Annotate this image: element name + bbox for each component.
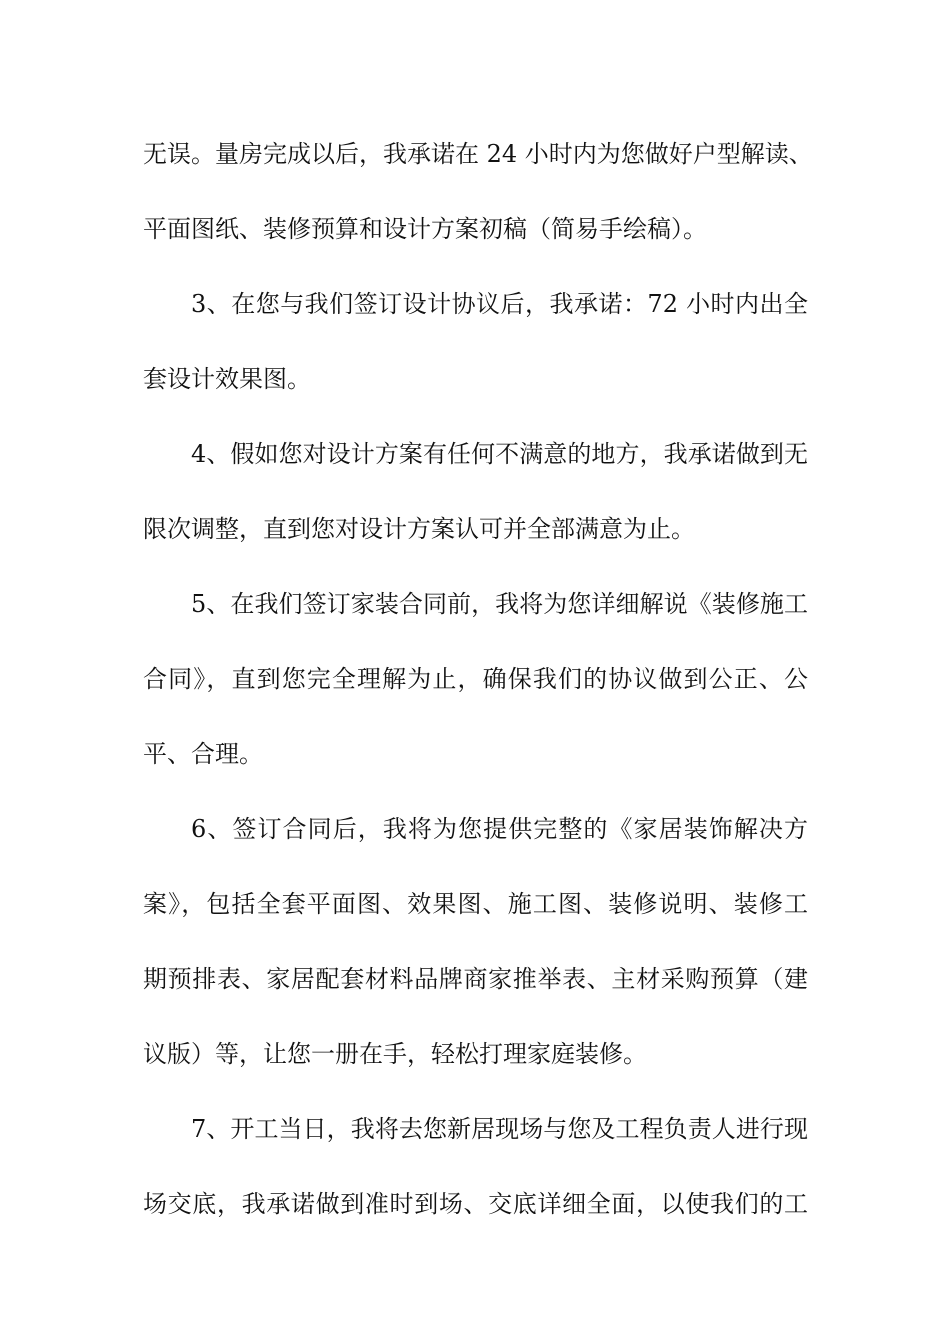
text-line-15: 场交底，我承诺做到准时到场、交底详细全面，以使我们的工 <box>143 1190 808 1218</box>
text-line-7: 5、在我们签订家装合同前，我将为您详细解说《装修施工 <box>191 590 808 618</box>
text-line-4: 套设计效果图。 <box>143 365 311 393</box>
text-line-9: 平、合理。 <box>143 740 263 768</box>
text-line-12: 期预排表、家居配套材料品牌商家推举表、主材采购预算（建 <box>143 965 808 993</box>
text-line-14: 7、开工当日，我将去您新居现场与您及工程负责人进行现 <box>191 1115 808 1143</box>
text-line-1: 无误。量房完成以后，我承诺在 24 小时内为您做好户型解读、 <box>143 140 813 168</box>
text-line-6: 限次调整，直到您对设计方案认可并全部满意为止。 <box>143 515 695 543</box>
text-line-11: 案》，包括全套平面图、效果图、施工图、装修说明、装修工 <box>143 890 808 918</box>
text-line-13: 议版）等，让您一册在手，轻松打理家庭装修。 <box>143 1040 647 1068</box>
text-line-8: 合同》，直到您完全理解为止，确保我们的协议做到公正、公 <box>143 665 808 693</box>
text-line-2: 平面图纸、装修预算和设计方案初稿（简易手绘稿）。 <box>143 215 707 243</box>
text-line-5: 4、假如您对设计方案有任何不满意的地方，我承诺做到无 <box>191 440 808 468</box>
text-line-10: 6、签订合同后，我将为您提供完整的《家居装饰解决方 <box>191 815 808 843</box>
text-line-3: 3、在您与我们签订设计协议后，我承诺：72 小时内出全 <box>191 290 808 318</box>
